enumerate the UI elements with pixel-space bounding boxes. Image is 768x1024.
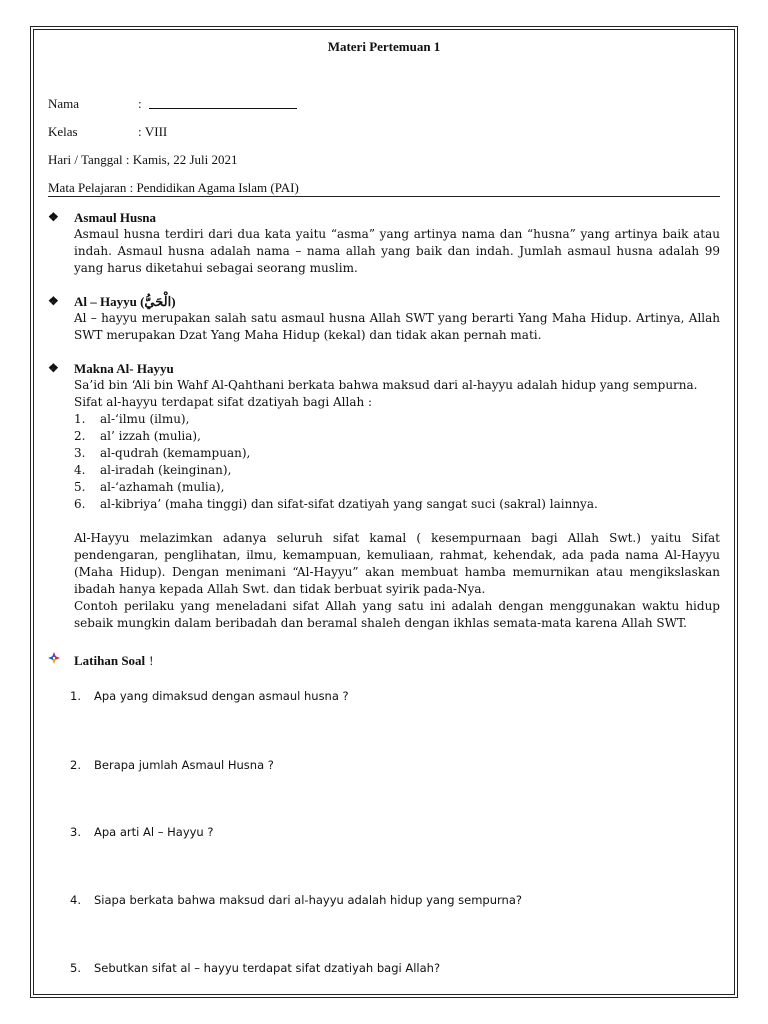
info-label: Kelas (48, 124, 78, 139)
info-separator: : (138, 96, 145, 111)
section-intro: Sa’id bin ‘Ali bin Wahf Al-Qahthani berkata bahwa maksud dari al-hayyu adalah hidup yang sempurna. (74, 378, 698, 392)
section-title: Asmaul Husna (74, 210, 156, 225)
info-value: VIII (144, 124, 168, 139)
document-title: Materi Pertemuan 1 (327, 39, 441, 54)
question-item: 4. Siapa berkata bahwa maksud dari al-hayyu adalah hidup yang sempurna? (70, 893, 522, 907)
info-separator: : (126, 180, 137, 195)
section-paragraph: Asmaul husna terdiri dari dua kata yaitu “asma” yang artinya nama dan “husna” yang artinya baik atau indah. Asmaul husna adalah nama – nama allah yang baik dan indah. Jumlah asmaul husna adalah 99 yang harus diketahui sebagai seorang muslim. (74, 227, 720, 275)
info-label: Mata Pelajaran (48, 180, 127, 195)
question-item: 1. Apa yang dimaksud dengan asmaul husna ? (70, 689, 349, 703)
list-item: 3. al-qudrah (kemampuan), (74, 446, 251, 460)
exercise-title: Latihan Soal (74, 653, 146, 668)
question-item: 5. Sebutkan sifat al – hayyu terdapat sifat dzatiyah bagi Allah? (70, 961, 441, 975)
diamond-bullet-icon: ❖ (48, 361, 59, 375)
list-item: 1. al-‘ilmu (ilmu), (74, 412, 190, 426)
section-intro: Sifat al-hayyu terdapat sifat dzatiyah bagi Allah : (74, 395, 373, 409)
info-separator: : (138, 124, 145, 139)
diamond-bullet-icon: ❖ (48, 294, 59, 308)
section-paragraph: Al-Hayyu melazimkan adanya seluruh sifat kamal ( kesempurnaan bagi Allah Swt.) yaitu Sifat pendengaran, penglihatan, ilmu, kemampuan, kemuliaan, rahmat, kehendak, ada pada nama Al-Hayyu (Maha Hidup). Dengan menimani “Al-Hayyu” akan membuat hamba memurnikan atau mengikslaskan ibadah hanya kepada Allah Swt. dan tidak berbuat syirik pada-Nya. (74, 531, 720, 596)
section-title: Makna Al- Hayyu (74, 361, 174, 376)
info-separator: : (122, 152, 133, 167)
section-paragraph: Al – hayyu merupakan salah satu asmaul husna Allah SWT yang berarti Yang Maha Hidup. Artinya, Allah SWT merupakan Dzat Yang Maha Hidup (kekal) dan tidak akan pernah mati. (74, 311, 720, 342)
question-item: 2. Berapa jumlah Asmaul Husna ? (70, 758, 274, 772)
section-paragraph: Contoh perilaku yang meneladani sifat Allah yang satu ini adalah dengan menggunakan waktu hidup sebaik mungkin dalam beribadah dan beramal shaleh dengan ikhlas semata-mata karena Allah SWT. (74, 599, 720, 630)
question-list (48, 0, 728, 1024)
diamond-bullet-icon: ❖ (48, 210, 59, 224)
list-item: 4. al-iradah (keinginan), (74, 463, 232, 477)
exercise-mark: ! (149, 653, 154, 668)
section-title: Al – Hayyu (الْحَيُّ) (74, 294, 176, 309)
info-value: Pendidikan Agama Islam (PAI) (136, 180, 299, 195)
list-item: 6. al-kibriya’ (maha tinggi) dan sifat-sifat dzatiyah yang sangat suci (sakral) lainnya. (74, 497, 598, 511)
info-label: Hari / Tanggal (48, 152, 123, 167)
info-value: Kamis, 22 Juli 2021 (132, 152, 238, 167)
question-item: 3. Apa arti Al – Hayyu ? (70, 825, 214, 839)
list-item: 2. al’ izzah (mulia), (74, 429, 201, 443)
info-label: Nama (48, 96, 80, 111)
list-item: 5. al-‘azhamah (mulia), (74, 480, 225, 494)
